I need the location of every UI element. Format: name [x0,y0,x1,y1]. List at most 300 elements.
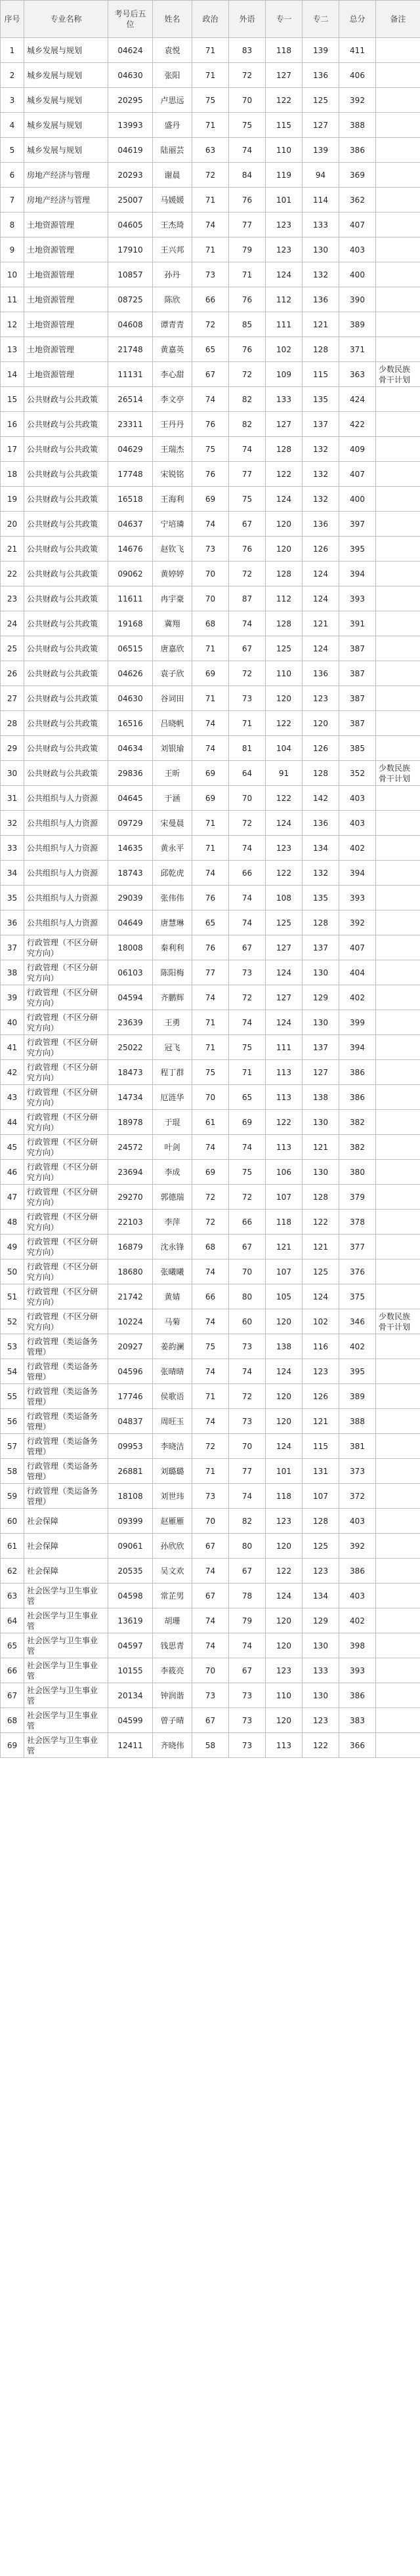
table-row [1,1559,420,1584]
candidate-name: 袁悦 [153,38,192,63]
politics-score: 74 [192,1309,229,1334]
remark [376,113,420,138]
professional-1-score: 122 [266,462,303,487]
exam-id: 04630 [108,63,153,88]
candidate-name: 周旺玉 [153,1409,192,1434]
total-score: 385 [339,736,376,761]
candidate-name: 齐晓伟 [153,1733,192,1758]
professional-2-score: 136 [303,63,339,88]
politics-score: 72 [192,1185,229,1210]
candidate-name: 赵钦飞 [153,537,192,562]
major-name: 公共财政与公共政策 [24,586,108,611]
professional-2-score: 138 [303,1085,339,1110]
total-score: 371 [339,337,376,362]
professional-2-score: 133 [303,1658,339,1683]
remark [376,262,420,287]
row-number: 34 [1,861,24,886]
table-row [1,1235,420,1259]
politics-score: 74 [192,213,229,237]
professional-1-score: 104 [266,736,303,761]
exam-id: 16516 [108,711,153,736]
candidate-name: 谷词田 [153,686,192,711]
professional-1-score: 123 [266,1509,303,1534]
major-name: 公共组织与人力资源 [24,910,108,935]
major-name: 行政管理（不区分研究方向） [24,935,108,960]
remark [376,337,420,362]
politics-score: 67 [192,1584,229,1608]
professional-2-score: 128 [303,761,339,786]
politics-score: 75 [192,437,229,462]
major-name: 社会医学与卫生事业管 [24,1584,108,1608]
candidate-name: 李晓洁 [153,1434,192,1459]
politics-score: 71 [192,836,229,861]
table-row [1,88,420,113]
professional-2-score: 116 [303,1334,339,1359]
table-row [1,1035,420,1060]
row-number: 33 [1,836,24,861]
row-number: 20 [1,512,24,537]
total-score: 392 [339,910,376,935]
professional-2-score: 136 [303,287,339,312]
politics-score: 67 [192,1534,229,1559]
candidate-name: 吕晓帆 [153,711,192,736]
remark [376,1185,420,1210]
table-row [1,1060,420,1085]
major-name: 公共财政与公共政策 [24,661,108,686]
total-score: 366 [339,1733,376,1758]
candidate-name: 张伟伟 [153,886,192,910]
foreign-language-score: 80 [229,1534,266,1559]
remark [376,1708,420,1733]
table-row [1,786,420,811]
professional-1-score: 106 [266,1160,303,1185]
exam-id: 23694 [108,1160,153,1185]
remark [376,1359,420,1384]
exam-id: 18008 [108,935,153,960]
foreign-language-score: 74 [229,1633,266,1658]
politics-score: 74 [192,1608,229,1633]
total-score: 386 [339,1683,376,1708]
total-score: 407 [339,213,376,237]
foreign-language-score: 72 [229,811,266,836]
row-number: 1 [1,38,24,63]
foreign-language-score: 67 [229,1235,266,1259]
remark: 少数民族骨干计划 [376,1309,420,1334]
professional-2-score: 121 [303,312,339,337]
professional-2-score: 132 [303,861,339,886]
row-number: 27 [1,686,24,711]
exam-id: 20295 [108,88,153,113]
foreign-language-score: 85 [229,312,266,337]
politics-score: 66 [192,287,229,312]
exam-id: 11131 [108,362,153,387]
professional-1-score: 123 [266,836,303,861]
foreign-language-score: 75 [229,113,266,138]
major-name: 公共财政与公共政策 [24,537,108,562]
total-score: 369 [339,163,376,188]
remark [376,487,420,512]
row-number: 56 [1,1409,24,1434]
table-row [1,1484,420,1509]
major-name: 土地资源管理 [24,262,108,287]
politics-score: 75 [192,1334,229,1359]
remark [376,586,420,611]
foreign-language-score: 71 [229,1060,266,1085]
row-number: 25 [1,636,24,661]
politics-score: 69 [192,487,229,512]
politics-score: 71 [192,1459,229,1484]
candidate-name: 邱乾虎 [153,861,192,886]
row-number: 60 [1,1509,24,1534]
politics-score: 74 [192,1135,229,1160]
politics-score: 76 [192,886,229,910]
row-number: 11 [1,287,24,312]
candidate-name: 刘璐璐 [153,1459,192,1484]
row-number: 53 [1,1334,24,1359]
candidate-name: 王瑞杰 [153,437,192,462]
total-score: 402 [339,1334,376,1359]
professional-1-score: 121 [266,1235,303,1259]
exam-id: 08725 [108,287,153,312]
remark [376,736,420,761]
foreign-language-score: 74 [229,1010,266,1035]
remark [376,1010,420,1035]
remark [376,163,420,188]
table-row [1,1110,420,1135]
professional-1-score: 110 [266,661,303,686]
table-row [1,1409,420,1434]
major-name: 行政管理（类运备务管理） [24,1334,108,1359]
col-header-exam-id: 考号后五位 [108,1,153,38]
row-number: 59 [1,1484,24,1509]
exam-id: 04634 [108,736,153,761]
professional-2-score: 124 [303,636,339,661]
professional-2-score: 122 [303,1733,339,1758]
politics-score: 74 [192,1359,229,1384]
major-name: 公共财政与公共政策 [24,611,108,636]
foreign-language-score: 75 [229,1160,266,1185]
politics-score: 74 [192,387,229,412]
professional-1-score: 118 [266,1210,303,1235]
candidate-name: 姜韵澜 [153,1334,192,1359]
total-score: 402 [339,836,376,861]
foreign-language-score: 73 [229,1334,266,1359]
professional-1-score: 128 [266,562,303,586]
foreign-language-score: 65 [229,1085,266,1110]
major-name: 公共组织与人力资源 [24,811,108,836]
professional-2-score: 121 [303,1135,339,1160]
exam-id: 09062 [108,562,153,586]
exam-id: 04626 [108,661,153,686]
professional-2-score: 139 [303,38,339,63]
major-name: 行政管理（类运备务管理） [24,1434,108,1459]
candidate-name: 孙欣欣 [153,1534,192,1559]
remark [376,237,420,262]
professional-2-score: 131 [303,1459,339,1484]
remark [376,1160,420,1185]
politics-score: 69 [192,761,229,786]
foreign-language-score: 81 [229,736,266,761]
remark [376,861,420,886]
total-score: 394 [339,861,376,886]
row-number: 43 [1,1085,24,1110]
candidate-name: 马媛媛 [153,188,192,213]
remark [376,1658,420,1683]
major-name: 土地资源管理 [24,213,108,237]
exam-id: 04624 [108,38,153,63]
candidate-name: 李文亭 [153,387,192,412]
professional-1-score: 101 [266,1459,303,1484]
professional-2-score: 130 [303,1110,339,1135]
remark [376,1409,420,1434]
professional-1-score: 122 [266,861,303,886]
total-score: 389 [339,312,376,337]
foreign-language-score: 76 [229,337,266,362]
candidate-name: 卢思远 [153,88,192,113]
total-score: 388 [339,1409,376,1434]
major-name: 社会医学与卫生事业管 [24,1608,108,1633]
politics-score: 74 [192,736,229,761]
professional-2-score: 129 [303,1608,339,1633]
foreign-language-score: 73 [229,1733,266,1758]
professional-2-score: 137 [303,412,339,437]
candidate-name: 张曦曦 [153,1259,192,1284]
professional-2-score: 128 [303,337,339,362]
professional-1-score: 113 [266,1085,303,1110]
candidate-name: 刘世玮 [153,1484,192,1509]
foreign-language-score: 73 [229,960,266,985]
table-row [1,636,420,661]
table-row [1,1309,420,1334]
row-number: 41 [1,1035,24,1060]
exam-id: 29836 [108,761,153,786]
table-row [1,437,420,462]
foreign-language-score: 79 [229,237,266,262]
professional-2-score: 137 [303,1035,339,1060]
professional-2-score: 115 [303,362,339,387]
politics-score: 68 [192,611,229,636]
table-row [1,1733,420,1758]
professional-1-score: 127 [266,412,303,437]
candidate-name: 王丹丹 [153,412,192,437]
candidate-name: 陈欣 [153,287,192,312]
candidate-name: 李筱亮 [153,1658,192,1683]
exam-id: 18473 [108,1060,153,1085]
professional-1-score: 124 [266,960,303,985]
professional-2-score: 124 [303,586,339,611]
professional-2-score: 127 [303,113,339,138]
professional-2-score: 132 [303,262,339,287]
major-name: 行政管理（不区分研究方向） [24,1085,108,1110]
col-header-major: 专业名称 [24,1,108,38]
professional-2-score: 132 [303,437,339,462]
professional-1-score: 123 [266,237,303,262]
remark [376,1584,420,1608]
professional-2-score: 124 [303,562,339,586]
total-score: 399 [339,1010,376,1035]
total-score: 388 [339,113,376,138]
table-row [1,985,420,1010]
politics-score: 71 [192,237,229,262]
exam-id: 23311 [108,412,153,437]
row-number: 24 [1,611,24,636]
exam-id: 16518 [108,487,153,512]
candidate-name: 齐鹏辉 [153,985,192,1010]
table-row [1,1185,420,1210]
candidate-name: 谭青青 [153,312,192,337]
row-number: 42 [1,1060,24,1085]
professional-1-score: 124 [266,1359,303,1384]
candidate-name: 程丁群 [153,1060,192,1085]
table-row [1,412,420,437]
total-score: 403 [339,1584,376,1608]
row-number: 40 [1,1010,24,1035]
candidate-name: 宋锐铭 [153,462,192,487]
remark [376,462,420,487]
foreign-language-score: 70 [229,786,266,811]
politics-score: 73 [192,262,229,287]
professional-1-score: 119 [266,163,303,188]
foreign-language-score: 72 [229,985,266,1010]
politics-score: 77 [192,960,229,985]
politics-score: 74 [192,1409,229,1434]
row-number: 57 [1,1434,24,1459]
professional-2-score: 123 [303,1559,339,1584]
table-row [1,935,420,960]
row-number: 8 [1,213,24,237]
table-row [1,861,420,886]
exam-id: 21748 [108,337,153,362]
remark [376,1608,420,1633]
candidate-name: 宋曼晨 [153,811,192,836]
politics-score: 70 [192,1509,229,1534]
major-name: 房地产经济与管理 [24,188,108,213]
professional-2-score: 107 [303,1484,339,1509]
exam-id: 06515 [108,636,153,661]
professional-2-score: 123 [303,686,339,711]
exam-id: 19168 [108,611,153,636]
major-name: 公共财政与公共政策 [24,736,108,761]
exam-id: 13993 [108,113,153,138]
candidate-name: 唐嘉欣 [153,636,192,661]
foreign-language-score: 72 [229,661,266,686]
total-score: 386 [339,1559,376,1584]
candidate-name: 于琨 [153,1110,192,1135]
professional-1-score: 123 [266,213,303,237]
foreign-language-score: 77 [229,462,266,487]
foreign-language-score: 70 [229,88,266,113]
exam-id: 29039 [108,886,153,910]
foreign-language-score: 70 [229,1259,266,1284]
professional-1-score: 102 [266,337,303,362]
candidate-name: 冀翔 [153,611,192,636]
foreign-language-score: 72 [229,1185,266,1210]
professional-1-score: 111 [266,1035,303,1060]
row-number: 68 [1,1708,24,1733]
total-score: 424 [339,387,376,412]
total-score: 403 [339,237,376,262]
table-row [1,1284,420,1309]
table-row [1,1334,420,1359]
professional-1-score: 120 [266,1608,303,1633]
total-score: 387 [339,686,376,711]
professional-2-score: 121 [303,1409,339,1434]
candidate-name: 胡珊 [153,1608,192,1633]
total-score: 407 [339,462,376,487]
table-header-row [1,1,420,38]
exam-id: 20927 [108,1334,153,1359]
remark [376,1459,420,1484]
professional-1-score: 113 [266,1135,303,1160]
exam-id: 11611 [108,586,153,611]
foreign-language-score: 71 [229,262,266,287]
politics-score: 71 [192,636,229,661]
table-row [1,362,420,387]
remark: 少数民族骨干计划 [376,362,420,387]
remark [376,985,420,1010]
foreign-language-score: 67 [229,1559,266,1584]
exam-id: 10857 [108,262,153,287]
professional-2-score: 139 [303,138,339,163]
politics-score: 65 [192,337,229,362]
row-number: 51 [1,1284,24,1309]
row-number: 22 [1,562,24,586]
row-number: 64 [1,1608,24,1633]
major-name: 行政管理（不区分研究方向） [24,1185,108,1210]
candidate-name: 冠飞 [153,1035,192,1060]
total-score: 383 [339,1708,376,1733]
politics-score: 70 [192,586,229,611]
total-score: 389 [339,1384,376,1409]
major-name: 行政管理（不区分研究方向） [24,1309,108,1334]
remark [376,287,420,312]
foreign-language-score: 66 [229,1210,266,1235]
major-name: 公共组织与人力资源 [24,836,108,861]
major-name: 公共财政与公共政策 [24,512,108,537]
major-name: 行政管理（不区分研究方向） [24,1010,108,1035]
professional-1-score: 120 [266,1633,303,1658]
foreign-language-score: 74 [229,437,266,462]
professional-1-score: 113 [266,1060,303,1085]
politics-score: 71 [192,1010,229,1035]
exam-id: 04605 [108,213,153,237]
professional-2-score: 136 [303,512,339,537]
exam-id: 04837 [108,1409,153,1434]
foreign-language-score: 72 [229,1384,266,1409]
col-header-politics: 政治 [192,1,229,38]
professional-2-score: 133 [303,213,339,237]
exam-id: 13619 [108,1608,153,1633]
remark [376,886,420,910]
politics-score: 71 [192,1384,229,1409]
politics-score: 65 [192,910,229,935]
politics-score: 71 [192,811,229,836]
table-row [1,736,420,761]
table-row [1,1085,420,1110]
professional-1-score: 120 [266,1534,303,1559]
foreign-language-score: 72 [229,562,266,586]
remark [376,1683,420,1708]
row-number: 16 [1,412,24,437]
politics-score: 71 [192,38,229,63]
candidate-name: 李成 [153,1160,192,1185]
total-score: 386 [339,138,376,163]
total-score: 397 [339,512,376,537]
professional-1-score: 127 [266,935,303,960]
table-row [1,1459,420,1484]
candidate-name: 于涵 [153,786,192,811]
table-row [1,163,420,188]
